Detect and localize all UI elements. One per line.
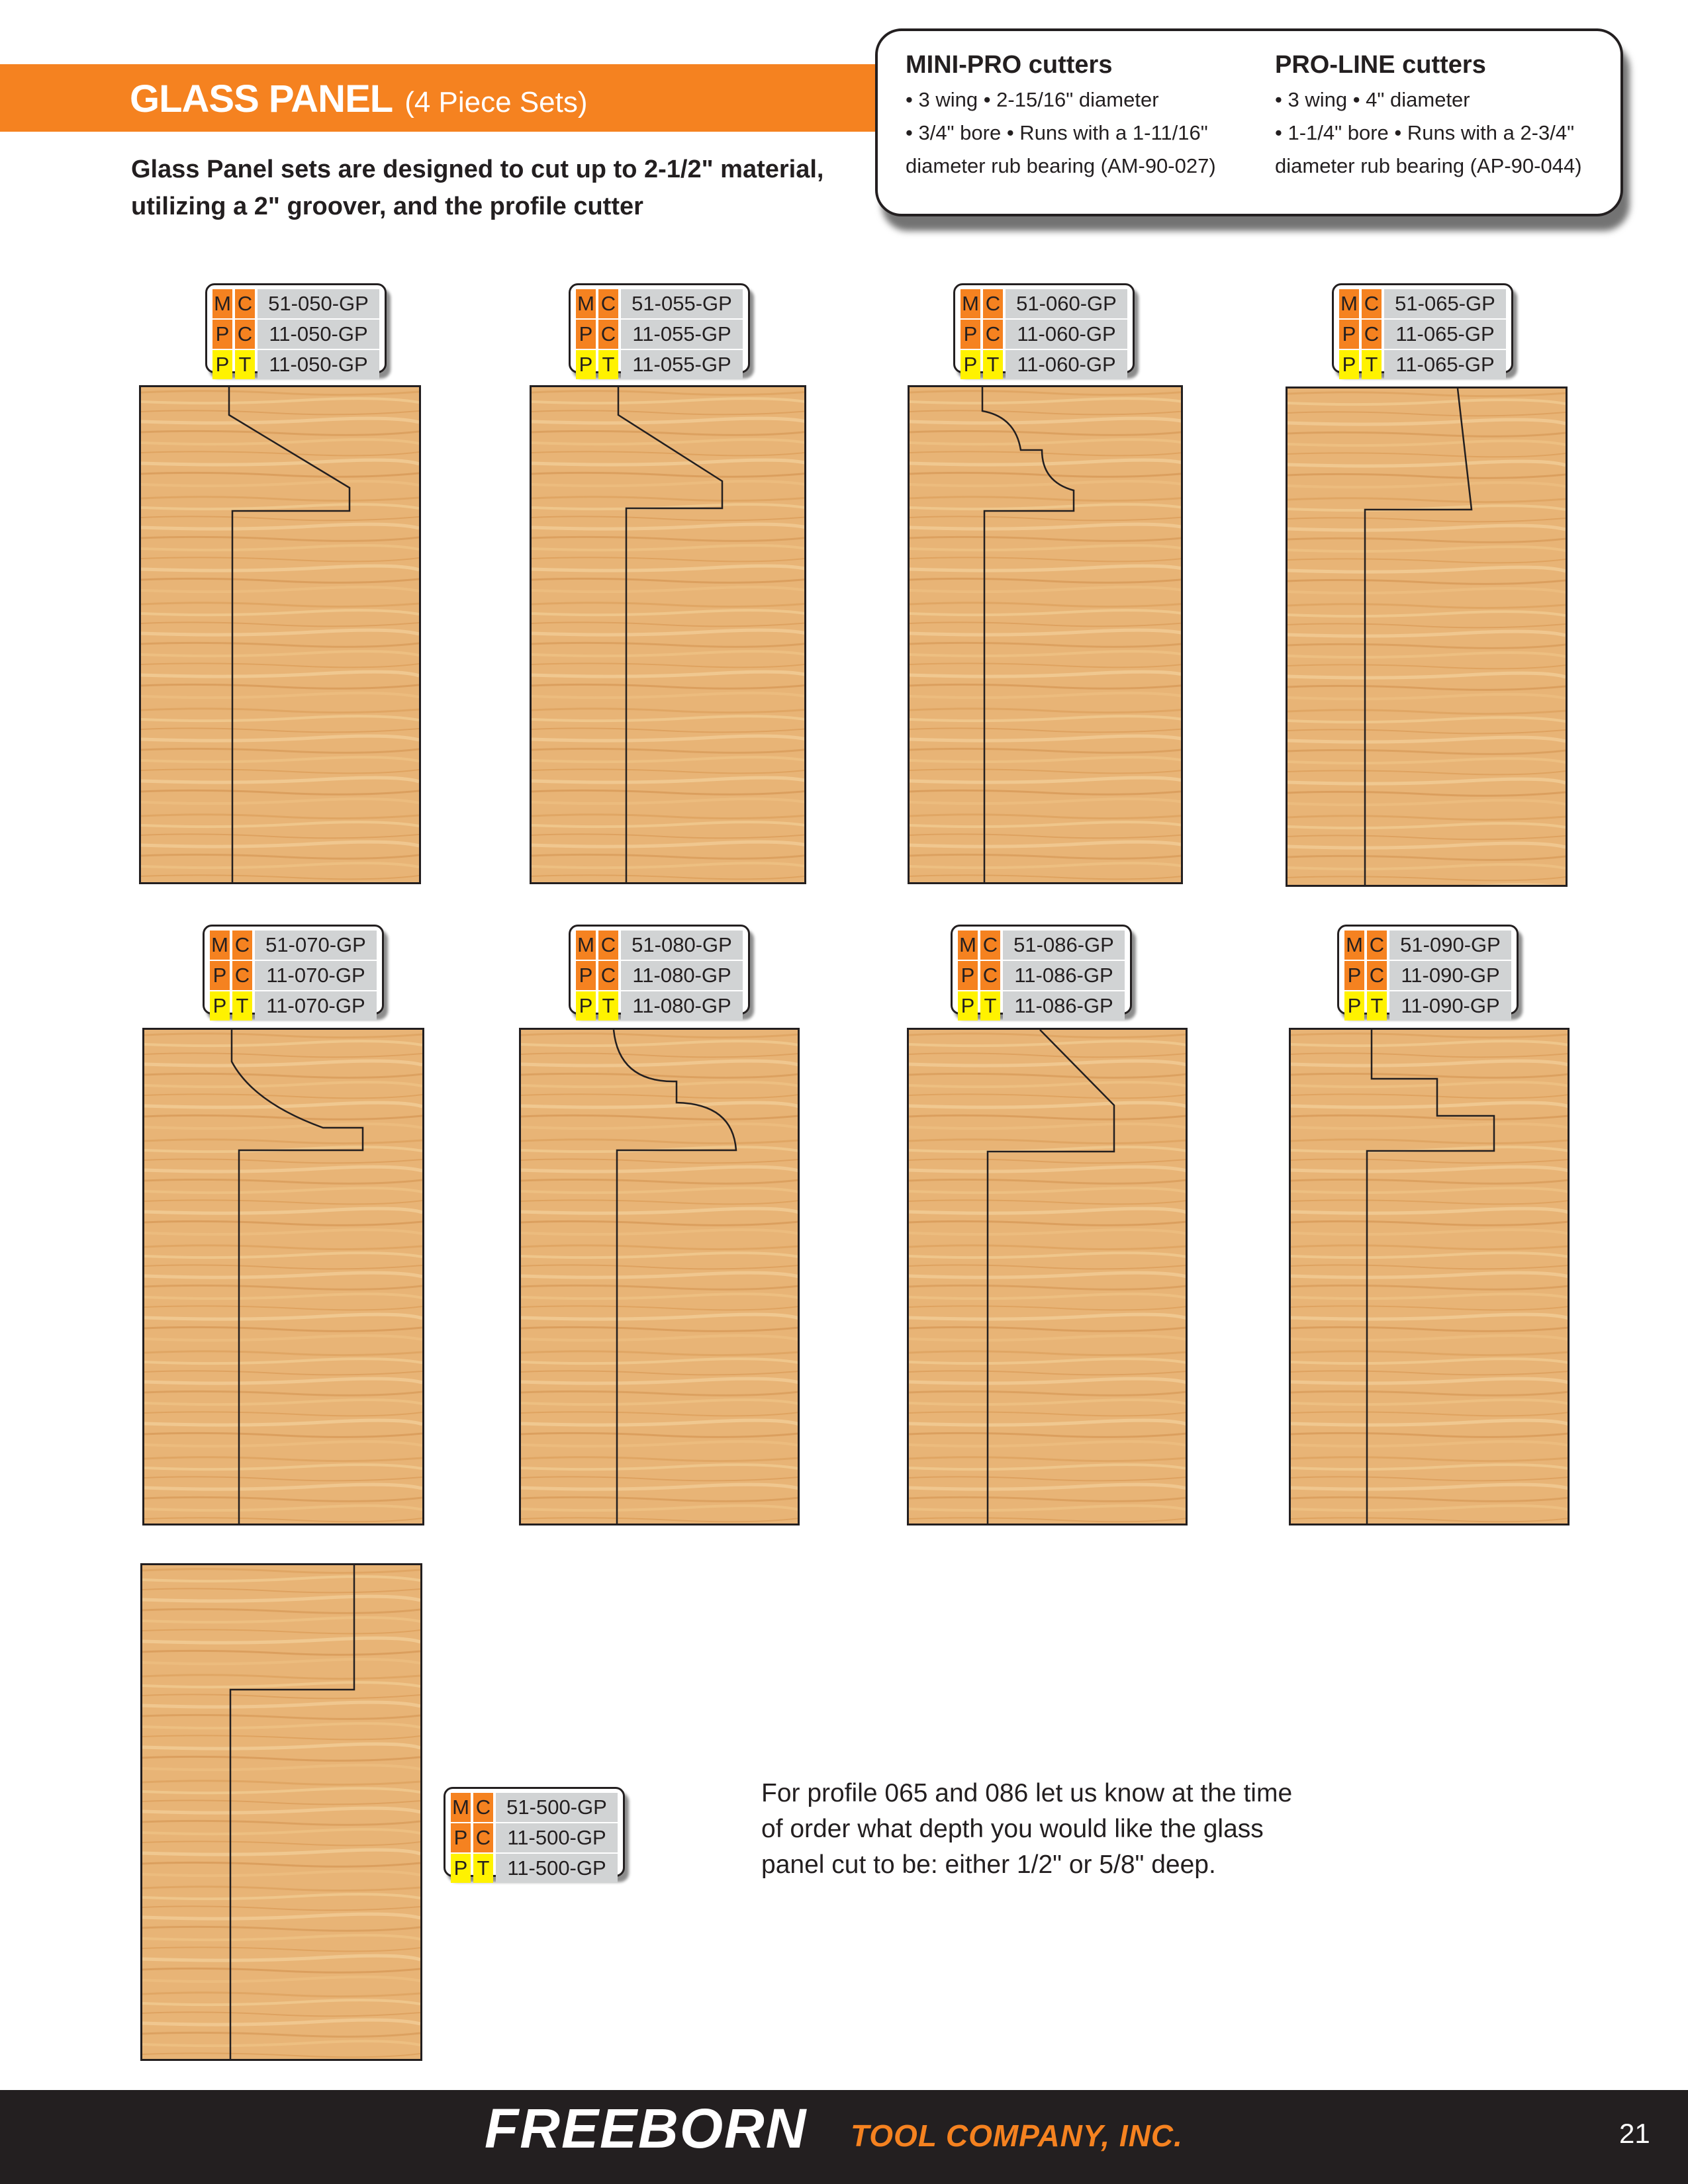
code-row-proline-carbide — [210, 961, 377, 990]
code-letter: M — [210, 931, 230, 960]
code-row-proline-tipped — [958, 991, 1125, 1021]
code-row-proline-tipped — [1339, 350, 1506, 379]
part-number: 11-500-GP — [496, 1823, 618, 1852]
profile-diagram — [1286, 387, 1568, 887]
profile-diagram — [907, 1028, 1188, 1525]
product-code-label — [569, 283, 750, 376]
code-letter: P — [576, 350, 596, 379]
intro-line: Glass Panel sets are designed to cut up to 2-1/2" material, — [131, 156, 824, 183]
code-letter: P — [576, 961, 596, 990]
wood-profile-svg — [141, 387, 419, 882]
part-number: 11-090-GP — [1389, 961, 1511, 990]
wood-profile-svg — [1288, 388, 1566, 885]
proline-title: PRO-LINE cutters — [1275, 51, 1486, 79]
product-code-label — [203, 925, 384, 1015]
wood-profile-svg — [142, 1565, 420, 2059]
profile-diagram — [140, 1563, 422, 2061]
spec-line: diameter rub bearing (AP-90-044) — [1275, 154, 1582, 177]
code-row-proline-carbide — [1344, 961, 1511, 990]
intro-line: utilizing a 2" groover, and the profile cutter — [131, 193, 643, 220]
code-row-proline-tipped — [212, 350, 379, 379]
code-letter: T — [1367, 991, 1387, 1021]
code-letter: M — [961, 289, 980, 318]
code-letter: M — [576, 931, 596, 960]
code-letter: P — [961, 320, 980, 349]
code-letter: P — [1344, 991, 1364, 1021]
code-letter: P — [210, 961, 230, 990]
code-letter: P — [1339, 320, 1359, 349]
title-main: GLASS PANEL — [130, 77, 393, 120]
profile-diagram — [908, 385, 1183, 884]
page-title — [130, 77, 588, 121]
part-number: 51-065-GP — [1384, 289, 1506, 318]
code-letter: C — [232, 961, 252, 990]
wood-profile-svg — [521, 1030, 798, 1524]
intro-text — [131, 151, 879, 225]
wood-grain-fill — [1291, 1030, 1568, 1524]
code-row-proline-carbide — [1339, 320, 1506, 349]
part-number: 11-050-GP — [258, 350, 379, 379]
spec-line: • 1-1/4" bore • Runs with a 2-3/4" — [1275, 121, 1575, 144]
proline-specs — [1275, 51, 1619, 183]
part-number: 11-055-GP — [621, 350, 743, 379]
wood-profile-svg — [532, 387, 804, 882]
code-letter: P — [576, 991, 596, 1021]
part-number: 11-065-GP — [1384, 320, 1506, 349]
code-letter: C — [235, 320, 255, 349]
wood-grain-fill — [1288, 388, 1566, 885]
code-row-proline-carbide — [576, 320, 743, 349]
wood-grain-fill — [142, 1565, 420, 2059]
code-letter: C — [598, 320, 618, 349]
code-row-minipro-carbide — [1339, 289, 1506, 318]
part-number: 51-086-GP — [1003, 931, 1125, 960]
part-number: 51-070-GP — [255, 931, 377, 960]
code-row-minipro-carbide — [451, 1793, 618, 1822]
product-code-label — [1337, 925, 1519, 1015]
code-letter: P — [212, 320, 232, 349]
code-letter: P — [210, 991, 230, 1021]
part-number: 11-500-GP — [496, 1854, 618, 1883]
part-number: 11-050-GP — [258, 320, 379, 349]
profile-diagram — [139, 385, 421, 884]
code-row-proline-tipped — [576, 991, 743, 1021]
product-code-label — [205, 283, 387, 376]
code-letter: M — [958, 931, 978, 960]
code-letter: T — [980, 991, 1000, 1021]
wood-grain-fill — [909, 1030, 1186, 1524]
part-number: 51-060-GP — [1006, 289, 1127, 318]
part-number: 11-086-GP — [1003, 961, 1125, 990]
code-letter: P — [451, 1823, 471, 1852]
code-letter: M — [576, 289, 596, 318]
code-letter: C — [473, 1823, 493, 1852]
code-letter: C — [473, 1793, 493, 1822]
code-row-proline-carbide — [961, 320, 1127, 349]
footer-company: TOOL COMPANY, INC. — [851, 2118, 1183, 2153]
part-number: 11-060-GP — [1006, 320, 1127, 349]
code-row-proline-tipped — [451, 1854, 618, 1883]
cutter-specs-box — [875, 28, 1623, 216]
wood-profile-svg — [909, 1030, 1186, 1524]
code-row-minipro-carbide — [576, 931, 743, 960]
code-letter: T — [983, 350, 1003, 379]
code-letter: M — [212, 289, 232, 318]
code-letter: M — [451, 1793, 471, 1822]
wood-profile-svg — [1291, 1030, 1568, 1524]
wood-grain-fill — [910, 387, 1181, 882]
part-number: 51-055-GP — [621, 289, 743, 318]
code-row-minipro-carbide — [212, 289, 379, 318]
product-code-label — [1332, 283, 1513, 376]
note-line: panel cut to be: either 1/2" or 5/8" deep. — [761, 1850, 1216, 1879]
code-letter: C — [235, 289, 255, 318]
code-letter: C — [232, 931, 252, 960]
code-row-proline-carbide — [576, 961, 743, 990]
product-code-label — [951, 925, 1132, 1015]
code-letter: T — [232, 991, 252, 1021]
title-subtitle: (4 Piece Sets) — [404, 86, 588, 118]
wood-profile-svg — [144, 1030, 422, 1524]
minipro-title: MINI-PRO cutters — [906, 51, 1113, 79]
code-letter: P — [961, 350, 980, 379]
code-letter: P — [1339, 350, 1359, 379]
note-line: For profile 065 and 086 let us know at the time — [761, 1779, 1293, 1807]
code-letter: T — [598, 350, 618, 379]
code-letter: C — [1367, 931, 1387, 960]
code-letter: C — [1362, 289, 1382, 318]
part-number: 51-500-GP — [496, 1793, 618, 1822]
code-row-proline-carbide — [958, 961, 1125, 990]
spec-line: • 3/4" bore • Runs with a 1-11/16" — [906, 121, 1208, 144]
code-letter: C — [980, 961, 1000, 990]
profile-diagram — [519, 1028, 800, 1525]
code-row-proline-tipped — [961, 350, 1127, 379]
part-number: 51-080-GP — [621, 931, 743, 960]
code-row-minipro-carbide — [958, 931, 1125, 960]
code-row-minipro-carbide — [1344, 931, 1511, 960]
code-letter: P — [212, 350, 232, 379]
minipro-specs — [906, 51, 1263, 183]
code-row-proline-tipped — [1344, 991, 1511, 1021]
profile-diagram — [1289, 1028, 1570, 1525]
code-row-minipro-carbide — [961, 289, 1127, 318]
code-letter: T — [1362, 350, 1382, 379]
code-letter: C — [980, 931, 1000, 960]
code-letter: T — [598, 991, 618, 1021]
part-number: 51-050-GP — [258, 289, 379, 318]
part-number: 11-055-GP — [621, 320, 743, 349]
product-code-label — [444, 1787, 625, 1880]
part-number: 11-070-GP — [255, 991, 377, 1021]
code-letter: P — [1344, 961, 1364, 990]
code-row-minipro-carbide — [576, 289, 743, 318]
code-letter: P — [451, 1854, 471, 1883]
part-number: 11-065-GP — [1384, 350, 1506, 379]
spec-line: diameter rub bearing (AM-90-027) — [906, 154, 1216, 177]
code-letter: C — [598, 289, 618, 318]
code-row-proline-carbide — [451, 1823, 618, 1852]
page-number: 21 — [1619, 2118, 1650, 2149]
code-letter: C — [598, 931, 618, 960]
footer-bar — [0, 2090, 1688, 2184]
note-line: of order what depth you would like the glass — [761, 1815, 1264, 1843]
code-letter: C — [1362, 320, 1382, 349]
part-number: 11-080-GP — [621, 961, 743, 990]
spec-line: • 3 wing • 2-15/16" diameter — [906, 88, 1159, 111]
code-letter: C — [1367, 961, 1387, 990]
code-letter: T — [235, 350, 255, 379]
code-letter: P — [958, 961, 978, 990]
part-number: 11-060-GP — [1006, 350, 1127, 379]
code-row-minipro-carbide — [210, 931, 377, 960]
profile-diagram — [530, 385, 806, 884]
code-letter: C — [983, 289, 1003, 318]
part-number: 11-080-GP — [621, 991, 743, 1021]
code-letter: M — [1344, 931, 1364, 960]
code-letter: P — [958, 991, 978, 1021]
code-letter: C — [983, 320, 1003, 349]
wood-grain-fill — [532, 387, 804, 882]
part-number: 11-070-GP — [255, 961, 377, 990]
part-number: 11-086-GP — [1003, 991, 1125, 1021]
wood-profile-svg — [910, 387, 1181, 882]
wood-grain-fill — [141, 387, 419, 882]
code-letter: M — [1339, 289, 1359, 318]
code-row-proline-tipped — [576, 350, 743, 379]
code-letter: T — [473, 1854, 493, 1883]
footer-brand: FREEBORN — [485, 2097, 808, 2160]
product-code-label — [569, 925, 750, 1015]
depth-note — [761, 1776, 1331, 1883]
part-number: 11-090-GP — [1389, 991, 1511, 1021]
code-row-proline-tipped — [210, 991, 377, 1021]
code-letter: C — [598, 961, 618, 990]
spec-line: • 3 wing • 4" diameter — [1275, 88, 1470, 111]
product-code-label — [953, 283, 1135, 376]
part-number: 51-090-GP — [1389, 931, 1511, 960]
wood-grain-fill — [521, 1030, 798, 1524]
profile-diagram — [142, 1028, 424, 1525]
wood-grain-fill — [144, 1030, 422, 1524]
code-letter: P — [576, 320, 596, 349]
code-row-proline-carbide — [212, 320, 379, 349]
